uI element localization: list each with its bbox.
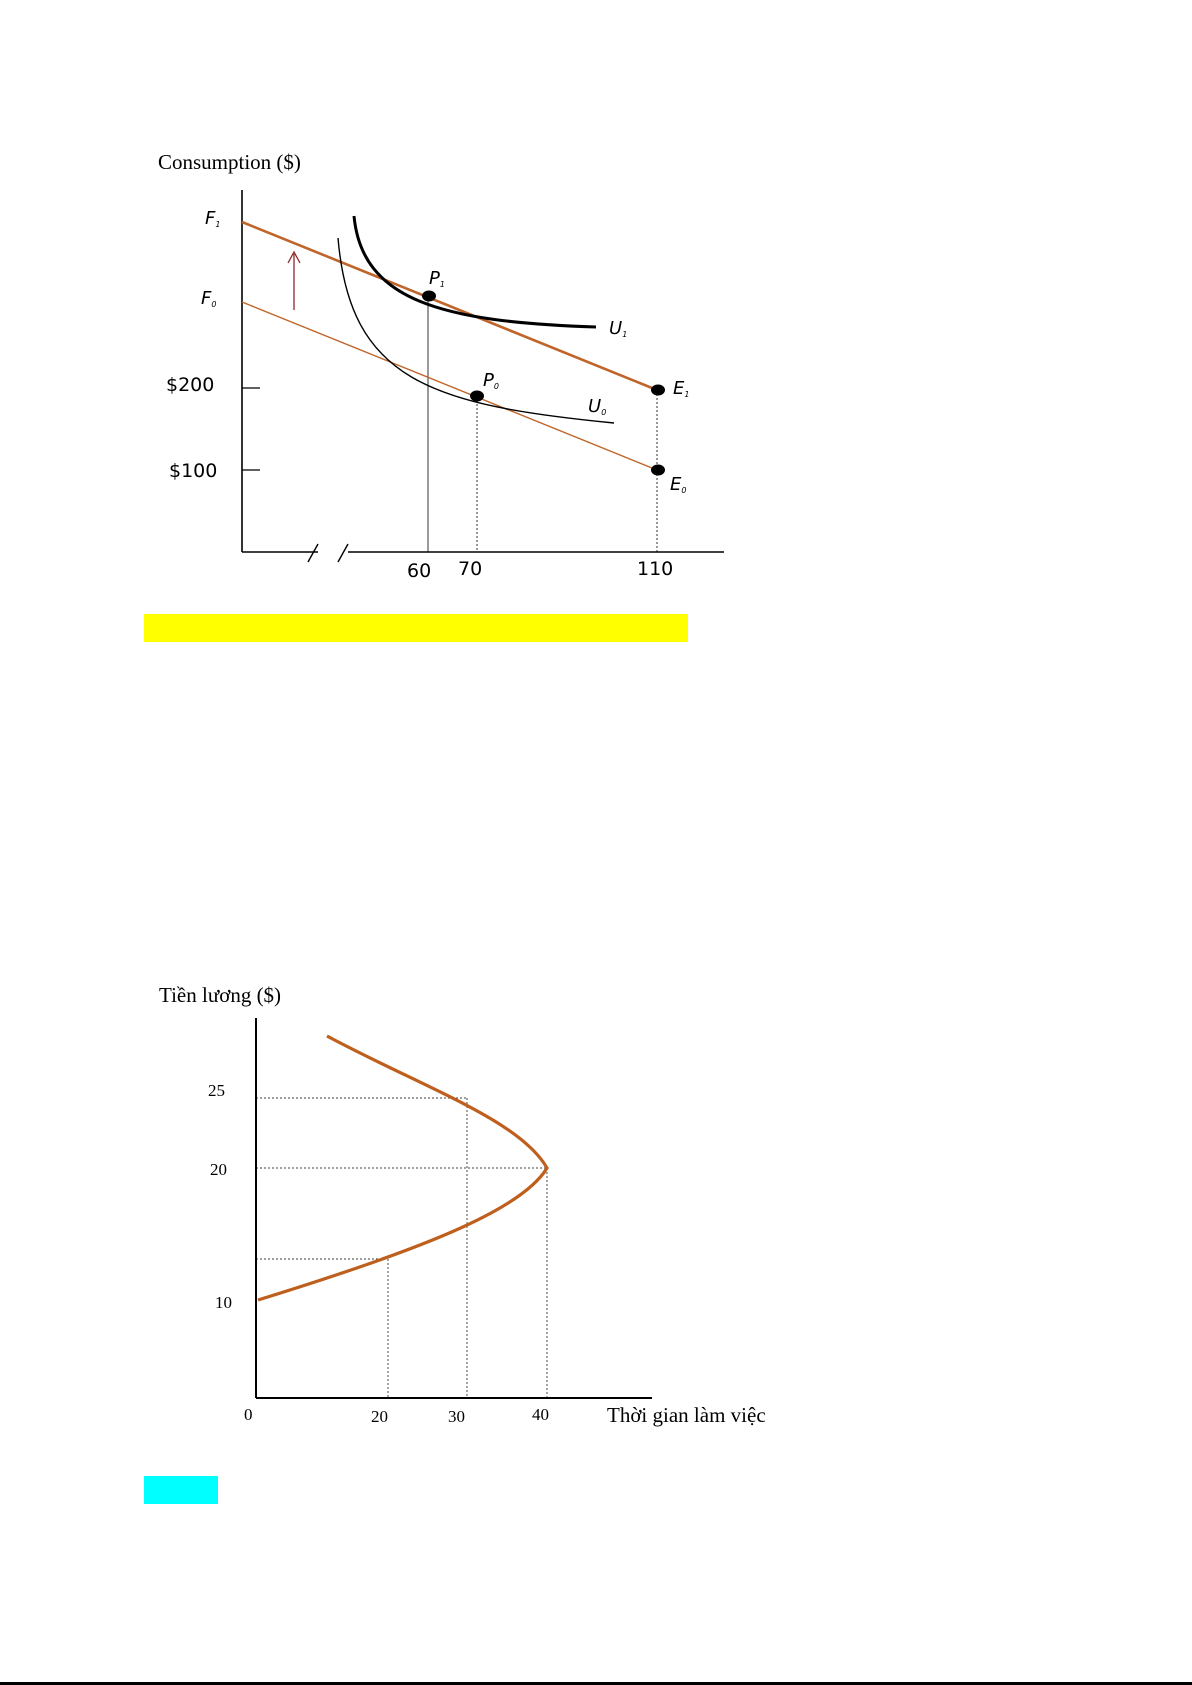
chart1-label-f0: F (201, 288, 212, 309)
chart2-ytick-label-25: 25 (208, 1081, 225, 1100)
chart2-xtick-label-30: 30 (448, 1407, 465, 1426)
chart1-label-p1-sub: 1 (439, 280, 445, 289)
chart1-ylabel: Consumption ($) (158, 150, 301, 174)
chart1-label-p0: P (483, 370, 494, 391)
chart1-label-u0: U (588, 396, 602, 417)
cyan-highlight-bar (144, 1476, 218, 1504)
chart1-ytick-label-200: $200 (166, 374, 215, 396)
chart1-label-f1-sub: 1 (215, 220, 221, 229)
chart1-label-p1: P (429, 268, 440, 289)
chart1-ytick-label-100: $100 (169, 460, 218, 482)
chart1-xtick-label-110: 110 (637, 558, 674, 580)
chart2-xtick-label-0: 0 (244, 1405, 253, 1424)
chart2-xlabel: Thời gian làm việc (607, 1403, 766, 1427)
chart1-xtick-label-60: 60 (407, 560, 432, 582)
chart1-label-e0: E (670, 474, 682, 495)
chart2-ytick-label-20: 20 (210, 1160, 227, 1179)
chart1-label-e1: E (673, 378, 685, 399)
chart2-ylabel: Tiền lương ($) (159, 983, 282, 1007)
chart2-xtick-label-40: 40 (532, 1405, 549, 1424)
chart1-xtick-label-70: 70 (458, 558, 483, 580)
chart1-label-p0-sub: 0 (493, 382, 499, 391)
chart1-label-e0-sub: 0 (681, 486, 687, 495)
chart1-label-u0-sub: 0 (601, 408, 607, 417)
chart1-label-u1: U (609, 318, 623, 339)
chart1-label-f1: F (205, 208, 216, 229)
chart1-label-e1-sub: 1 (684, 390, 690, 399)
chart2-ytick-label-10: 10 (215, 1293, 232, 1312)
chart1-label-f0-sub: 0 (211, 300, 217, 309)
chart1-label-u1-sub: 1 (622, 330, 628, 339)
chart2-xtick-label-20: 20 (371, 1407, 388, 1426)
